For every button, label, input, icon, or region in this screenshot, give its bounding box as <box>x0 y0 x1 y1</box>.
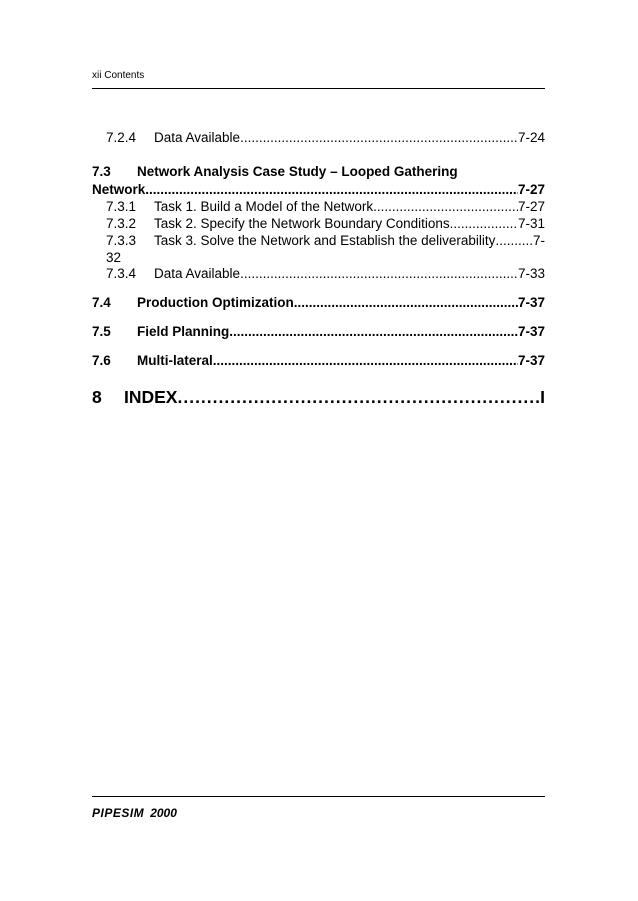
toc-entry-title: INDEX <box>124 387 178 407</box>
toc-entry-page: I <box>540 387 545 407</box>
toc-entry-number: 7.3.2 <box>106 216 137 231</box>
toc-entry-number: 7.5 <box>92 324 111 339</box>
toc-entry-title: Task 2. Specify the Network Boundary Conditions <box>154 216 450 231</box>
toc-entry-title: Data Available <box>154 266 241 281</box>
toc-entry-number: 7.3.4 <box>106 266 137 281</box>
toc-entry-7-3[interactable] <box>92 164 458 179</box>
dot-leader <box>495 233 533 248</box>
header-divider <box>92 88 545 89</box>
dot-leader <box>177 387 540 408</box>
toc-entry-title: Multi-lateral <box>137 353 213 368</box>
toc-entry-7-3-3[interactable] <box>92 233 545 248</box>
dot-leader <box>229 324 518 339</box>
toc-entry-page: 7-24 <box>517 130 545 145</box>
dot-leader <box>294 295 518 310</box>
toc-entry-page: 7-31 <box>517 216 545 231</box>
toc-entry-number: 7.2.4 <box>106 130 137 145</box>
dot-leader <box>213 353 518 368</box>
toc-entry-number: 8 <box>92 387 102 407</box>
toc-entry-title: Task 1. Build a Model of the Network <box>154 199 374 214</box>
toc-entry-number: 7.4 <box>92 295 111 310</box>
toc-entry-7-6[interactable] <box>92 353 545 368</box>
toc-entry-7-3-2[interactable] <box>92 216 545 231</box>
footer-brand: PIPESIM <box>92 806 145 820</box>
toc-entry-title: Data Available <box>154 130 241 145</box>
toc-entry-page: 7- <box>532 233 545 248</box>
toc-entry-number: 7.3 <box>92 164 111 179</box>
toc-entry-title: Production Optimization <box>137 295 294 310</box>
dot-leader <box>240 130 518 145</box>
dot-leader <box>145 182 518 197</box>
toc-entry-7-5[interactable] <box>92 324 545 339</box>
toc-entry-title: Network Analysis Case Study – Looped Gathering <box>137 164 458 179</box>
toc-entry-page: 7-37 <box>517 295 545 310</box>
toc-entry-7-2-4[interactable] <box>92 130 545 145</box>
toc-entry-page: 7-33 <box>517 266 545 281</box>
toc-entry-7-3-4[interactable] <box>92 266 545 281</box>
toc-entry-page: 7-37 <box>517 324 545 339</box>
toc-entry-title: Field Planning <box>137 324 230 339</box>
toc-entry-number: 7.6 <box>92 353 111 368</box>
toc-entry-8-index[interactable] <box>92 387 545 408</box>
toc-entry-page: 7-27 <box>517 182 545 197</box>
dot-leader <box>450 216 518 231</box>
running-header: xii Contents <box>92 70 145 81</box>
toc-entry-title: Task 3. Solve the Network and Establish the deliverability <box>154 233 496 248</box>
toc-entry-number: 7.3.1 <box>106 199 137 214</box>
dot-leader <box>240 266 518 281</box>
toc-entry-title-continued: Network <box>92 182 146 197</box>
toc-entry-7-4[interactable] <box>92 295 545 310</box>
toc-entry-page-continued: 32 <box>106 250 122 265</box>
dot-leader <box>373 199 518 214</box>
toc-entry-number: 7.3.3 <box>106 233 137 248</box>
footer-divider <box>92 796 545 797</box>
running-footer <box>92 806 177 820</box>
footer-year: 2000 <box>150 806 177 820</box>
toc-entry-7-3-continued[interactable] <box>92 182 545 197</box>
toc-entry-7-3-1[interactable] <box>92 199 545 214</box>
toc-entry-page: 7-37 <box>517 353 545 368</box>
toc-entry-page: 7-27 <box>517 199 545 214</box>
